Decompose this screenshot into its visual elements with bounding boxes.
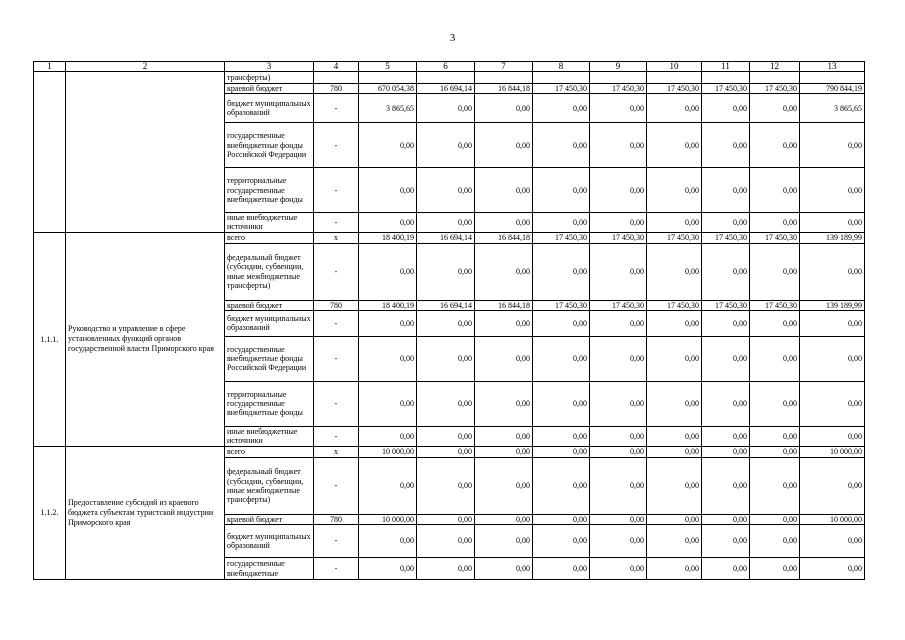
value-cell: 0,00 xyxy=(533,213,590,232)
value-cell: 0,00 xyxy=(359,525,417,558)
value-cell: 17 450,30 xyxy=(590,84,647,94)
value-cell xyxy=(590,72,647,84)
value-cell: 0,00 xyxy=(590,213,647,232)
value-cell: 0,00 xyxy=(417,168,475,213)
code-cell: - xyxy=(314,310,359,336)
value-cell: 0,00 xyxy=(533,514,590,524)
value-cell: 0,00 xyxy=(590,514,647,524)
value-cell: 0,00 xyxy=(590,426,647,446)
value-cell: 0,00 xyxy=(417,514,475,524)
header-cell: 1 xyxy=(34,62,66,72)
value-cell: 0,00 xyxy=(417,310,475,336)
header-cell: 9 xyxy=(590,62,647,72)
value-cell: 0,00 xyxy=(533,558,590,580)
code-cell: x xyxy=(314,446,359,457)
value-cell: 0,00 xyxy=(800,123,865,168)
value-cell: 0,00 xyxy=(800,168,865,213)
value-cell: 16 694,14 xyxy=(417,300,475,310)
value-cell: 0,00 xyxy=(475,426,533,446)
header-cell: 13 xyxy=(800,62,865,72)
value-cell: 17 450,30 xyxy=(590,232,647,243)
value-cell: 0,00 xyxy=(750,213,800,232)
value-cell: 0,00 xyxy=(750,336,800,381)
value-cell: 16 844,18 xyxy=(475,84,533,94)
value-cell: 0,00 xyxy=(359,558,417,580)
code-cell: 780 xyxy=(314,84,359,94)
value-cell: 0,00 xyxy=(800,558,865,580)
code-cell: - xyxy=(314,426,359,446)
value-cell: 0,00 xyxy=(359,426,417,446)
header-cell: 10 xyxy=(647,62,702,72)
budget-table xyxy=(33,61,865,580)
value-cell: 0,00 xyxy=(750,446,800,457)
source-label: иные внебюджетные источники xyxy=(225,213,314,232)
value-cell: 0,00 xyxy=(702,426,750,446)
header-cell: 4 xyxy=(314,62,359,72)
value-cell: 3 865,65 xyxy=(359,94,417,123)
value-cell: 0,00 xyxy=(590,310,647,336)
value-cell: 0,00 xyxy=(800,525,865,558)
value-cell: 0,00 xyxy=(750,558,800,580)
source-label: государственные внебюджетные фонды Российской Федерации xyxy=(225,123,314,168)
value-cell: 0,00 xyxy=(359,213,417,232)
value-cell: 0,00 xyxy=(647,310,702,336)
value-cell: 0,00 xyxy=(475,457,533,514)
value-cell: 17 450,30 xyxy=(533,232,590,243)
value-cell: 0,00 xyxy=(475,558,533,580)
value-cell: 0,00 xyxy=(475,514,533,524)
value-cell: 0,00 xyxy=(750,525,800,558)
value-cell: 0,00 xyxy=(475,213,533,232)
value-cell: 0,00 xyxy=(359,123,417,168)
item-name: Предоставление субсидий из краевого бюджета субъектам туристской индустрии Приморского края xyxy=(66,446,225,579)
source-label: территориальные государственные внебюджетные фонды xyxy=(225,168,314,213)
value-cell xyxy=(417,72,475,84)
value-cell: 0,00 xyxy=(647,525,702,558)
value-cell: 790 844,19 xyxy=(800,84,865,94)
value-cell: 0,00 xyxy=(359,168,417,213)
value-cell: 0,00 xyxy=(533,426,590,446)
value-cell: 0,00 xyxy=(702,525,750,558)
value-cell: 0,00 xyxy=(533,525,590,558)
code-cell xyxy=(314,72,359,84)
header-cell: 3 xyxy=(225,62,314,72)
source-label: территориальные государственные внебюджетные фонды xyxy=(225,381,314,426)
value-cell: 139 189,99 xyxy=(800,300,865,310)
value-cell: 0,00 xyxy=(702,94,750,123)
value-cell: 0,00 xyxy=(533,94,590,123)
item-name xyxy=(66,72,225,233)
value-cell: 17 450,30 xyxy=(647,300,702,310)
value-cell: 0,00 xyxy=(647,426,702,446)
value-cell: 0,00 xyxy=(800,213,865,232)
value-cell: 0,00 xyxy=(702,213,750,232)
value-cell: 0,00 xyxy=(533,446,590,457)
value-cell: 0,00 xyxy=(702,381,750,426)
value-cell: 10 000,00 xyxy=(359,514,417,524)
value-cell: 18 400,19 xyxy=(359,300,417,310)
value-cell: 0,00 xyxy=(647,168,702,213)
header-cell: 7 xyxy=(475,62,533,72)
header-cell: 11 xyxy=(702,62,750,72)
value-cell: 0,00 xyxy=(590,525,647,558)
table-row xyxy=(34,72,865,84)
value-cell: 0,00 xyxy=(417,381,475,426)
source-label: иные внебюджетные источники xyxy=(225,426,314,446)
value-cell: 0,00 xyxy=(800,426,865,446)
value-cell: 17 450,30 xyxy=(750,84,800,94)
value-cell: 0,00 xyxy=(359,381,417,426)
source-label: государственные внебюджетные xyxy=(225,558,314,580)
value-cell: 0,00 xyxy=(475,94,533,123)
code-cell: 780 xyxy=(314,514,359,524)
value-cell: 0,00 xyxy=(533,243,590,300)
value-cell: 0,00 xyxy=(590,446,647,457)
page-number: 3 xyxy=(449,32,456,44)
value-cell: 0,00 xyxy=(475,336,533,381)
code-cell: - xyxy=(314,457,359,514)
value-cell: 0,00 xyxy=(800,310,865,336)
value-cell: 0,00 xyxy=(590,123,647,168)
value-cell: 18 400,19 xyxy=(359,232,417,243)
header-cell: 8 xyxy=(533,62,590,72)
value-cell: 17 450,30 xyxy=(702,84,750,94)
value-cell: 0,00 xyxy=(417,446,475,457)
header-cell: 12 xyxy=(750,62,800,72)
value-cell: 670 054,38 xyxy=(359,84,417,94)
value-cell: 0,00 xyxy=(590,457,647,514)
value-cell: 0,00 xyxy=(417,123,475,168)
value-cell xyxy=(533,72,590,84)
value-cell: 0,00 xyxy=(800,243,865,300)
value-cell: 0,00 xyxy=(417,94,475,123)
header-cell: 6 xyxy=(417,62,475,72)
code-cell: - xyxy=(314,123,359,168)
value-cell: 10 000,00 xyxy=(800,446,865,457)
code-cell: 780 xyxy=(314,300,359,310)
source-label: всего xyxy=(225,446,314,457)
header-cell: 5 xyxy=(359,62,417,72)
value-cell: 0,00 xyxy=(417,213,475,232)
value-cell: 0,00 xyxy=(702,514,750,524)
value-cell: 0,00 xyxy=(590,94,647,123)
source-label: трансферты) xyxy=(225,72,314,84)
value-cell xyxy=(702,72,750,84)
value-cell: 0,00 xyxy=(417,525,475,558)
value-cell: 0,00 xyxy=(359,310,417,336)
value-cell: 0,00 xyxy=(417,426,475,446)
value-cell: 0,00 xyxy=(750,426,800,446)
value-cell: 0,00 xyxy=(702,168,750,213)
value-cell: 0,00 xyxy=(702,457,750,514)
value-cell: 0,00 xyxy=(750,168,800,213)
source-label: федеральный бюджет (субсидии, субвенции, иные межбюджетные трансферты) xyxy=(225,457,314,514)
value-cell: 0,00 xyxy=(417,243,475,300)
value-cell: 0,00 xyxy=(533,168,590,213)
value-cell: 17 450,30 xyxy=(533,84,590,94)
value-cell xyxy=(800,72,865,84)
value-cell: 17 450,30 xyxy=(533,300,590,310)
value-cell: 10 000,00 xyxy=(800,514,865,524)
value-cell: 0,00 xyxy=(475,243,533,300)
value-cell: 0,00 xyxy=(647,336,702,381)
value-cell: 0,00 xyxy=(417,336,475,381)
value-cell: 0,00 xyxy=(359,336,417,381)
value-cell: 0,00 xyxy=(800,381,865,426)
value-cell: 0,00 xyxy=(647,213,702,232)
value-cell: 0,00 xyxy=(702,446,750,457)
value-cell: 16 844,18 xyxy=(475,232,533,243)
value-cell: 0,00 xyxy=(750,94,800,123)
value-cell: 0,00 xyxy=(475,381,533,426)
value-cell: 0,00 xyxy=(647,457,702,514)
code-cell: - xyxy=(314,336,359,381)
source-label: бюджет муниципальных образований xyxy=(225,525,314,558)
value-cell: 17 450,30 xyxy=(647,84,702,94)
value-cell: 0,00 xyxy=(647,446,702,457)
value-cell: 0,00 xyxy=(750,123,800,168)
item-number xyxy=(34,72,66,233)
value-cell xyxy=(750,72,800,84)
value-cell: 139 189,99 xyxy=(800,232,865,243)
value-cell: 0,00 xyxy=(750,381,800,426)
source-label: федеральный бюджет (субсидии, субвенции, иные межбюджетные трансферты) xyxy=(225,243,314,300)
item-number: 1.1.2. xyxy=(34,446,66,579)
code-cell: x xyxy=(314,232,359,243)
header-row xyxy=(34,62,865,72)
value-cell xyxy=(359,72,417,84)
value-cell xyxy=(475,72,533,84)
value-cell: 17 450,30 xyxy=(702,232,750,243)
item-number: 1.1.1. xyxy=(34,232,66,446)
value-cell: 0,00 xyxy=(417,457,475,514)
value-cell: 0,00 xyxy=(359,457,417,514)
value-cell: 16 844,18 xyxy=(475,300,533,310)
source-label: краевой бюджет xyxy=(225,300,314,310)
source-label: краевой бюджет xyxy=(225,514,314,524)
value-cell: 0,00 xyxy=(702,336,750,381)
value-cell: 0,00 xyxy=(475,168,533,213)
source-label: краевой бюджет xyxy=(225,84,314,94)
value-cell: 0,00 xyxy=(590,243,647,300)
value-cell: 0,00 xyxy=(800,336,865,381)
value-cell: 17 450,30 xyxy=(702,300,750,310)
value-cell: 0,00 xyxy=(647,558,702,580)
code-cell: - xyxy=(314,94,359,123)
value-cell: 0,00 xyxy=(647,94,702,123)
code-cell: - xyxy=(314,168,359,213)
table-row xyxy=(34,232,865,243)
header-cell: 2 xyxy=(66,62,225,72)
value-cell: 0,00 xyxy=(475,525,533,558)
value-cell: 0,00 xyxy=(533,123,590,168)
value-cell: 0,00 xyxy=(475,446,533,457)
value-cell: 0,00 xyxy=(800,457,865,514)
value-cell: 16 694,14 xyxy=(417,232,475,243)
value-cell: 0,00 xyxy=(533,310,590,336)
value-cell: 17 450,30 xyxy=(750,232,800,243)
value-cell: 0,00 xyxy=(359,243,417,300)
value-cell: 0,00 xyxy=(750,514,800,524)
value-cell: 16 694,14 xyxy=(417,84,475,94)
value-cell: 0,00 xyxy=(750,457,800,514)
value-cell xyxy=(647,72,702,84)
value-cell: 0,00 xyxy=(475,310,533,336)
value-cell: 0,00 xyxy=(590,336,647,381)
value-cell: 17 450,30 xyxy=(590,300,647,310)
value-cell: 10 000,00 xyxy=(359,446,417,457)
value-cell: 0,00 xyxy=(750,310,800,336)
source-label: бюджет муниципальных образований xyxy=(225,94,314,123)
table-row xyxy=(34,446,865,457)
value-cell: 0,00 xyxy=(590,381,647,426)
value-cell: 0,00 xyxy=(647,123,702,168)
code-cell: - xyxy=(314,558,359,580)
item-name: Руководство и управление в сфере установленных функций органов государственной власти Приморского края xyxy=(66,232,225,446)
value-cell: 0,00 xyxy=(702,558,750,580)
value-cell: 0,00 xyxy=(533,336,590,381)
value-cell: 0,00 xyxy=(647,243,702,300)
value-cell: 17 450,30 xyxy=(750,300,800,310)
value-cell: 0,00 xyxy=(702,243,750,300)
source-label: всего xyxy=(225,232,314,243)
code-cell: - xyxy=(314,213,359,232)
code-cell: - xyxy=(314,525,359,558)
value-cell: 3 865,65 xyxy=(800,94,865,123)
value-cell: 0,00 xyxy=(533,381,590,426)
value-cell: 0,00 xyxy=(647,514,702,524)
code-cell: - xyxy=(314,381,359,426)
value-cell: 0,00 xyxy=(702,123,750,168)
value-cell: 0,00 xyxy=(750,243,800,300)
value-cell: 0,00 xyxy=(647,381,702,426)
value-cell: 0,00 xyxy=(475,123,533,168)
value-cell: 0,00 xyxy=(702,310,750,336)
value-cell: 0,00 xyxy=(590,558,647,580)
source-label: бюджет муниципальных образований xyxy=(225,310,314,336)
value-cell: 0,00 xyxy=(590,168,647,213)
value-cell: 0,00 xyxy=(417,558,475,580)
value-cell: 0,00 xyxy=(533,457,590,514)
value-cell: 17 450,30 xyxy=(647,232,702,243)
code-cell: - xyxy=(314,243,359,300)
source-label: государственные внебюджетные фонды Российской Федерации xyxy=(225,336,314,381)
